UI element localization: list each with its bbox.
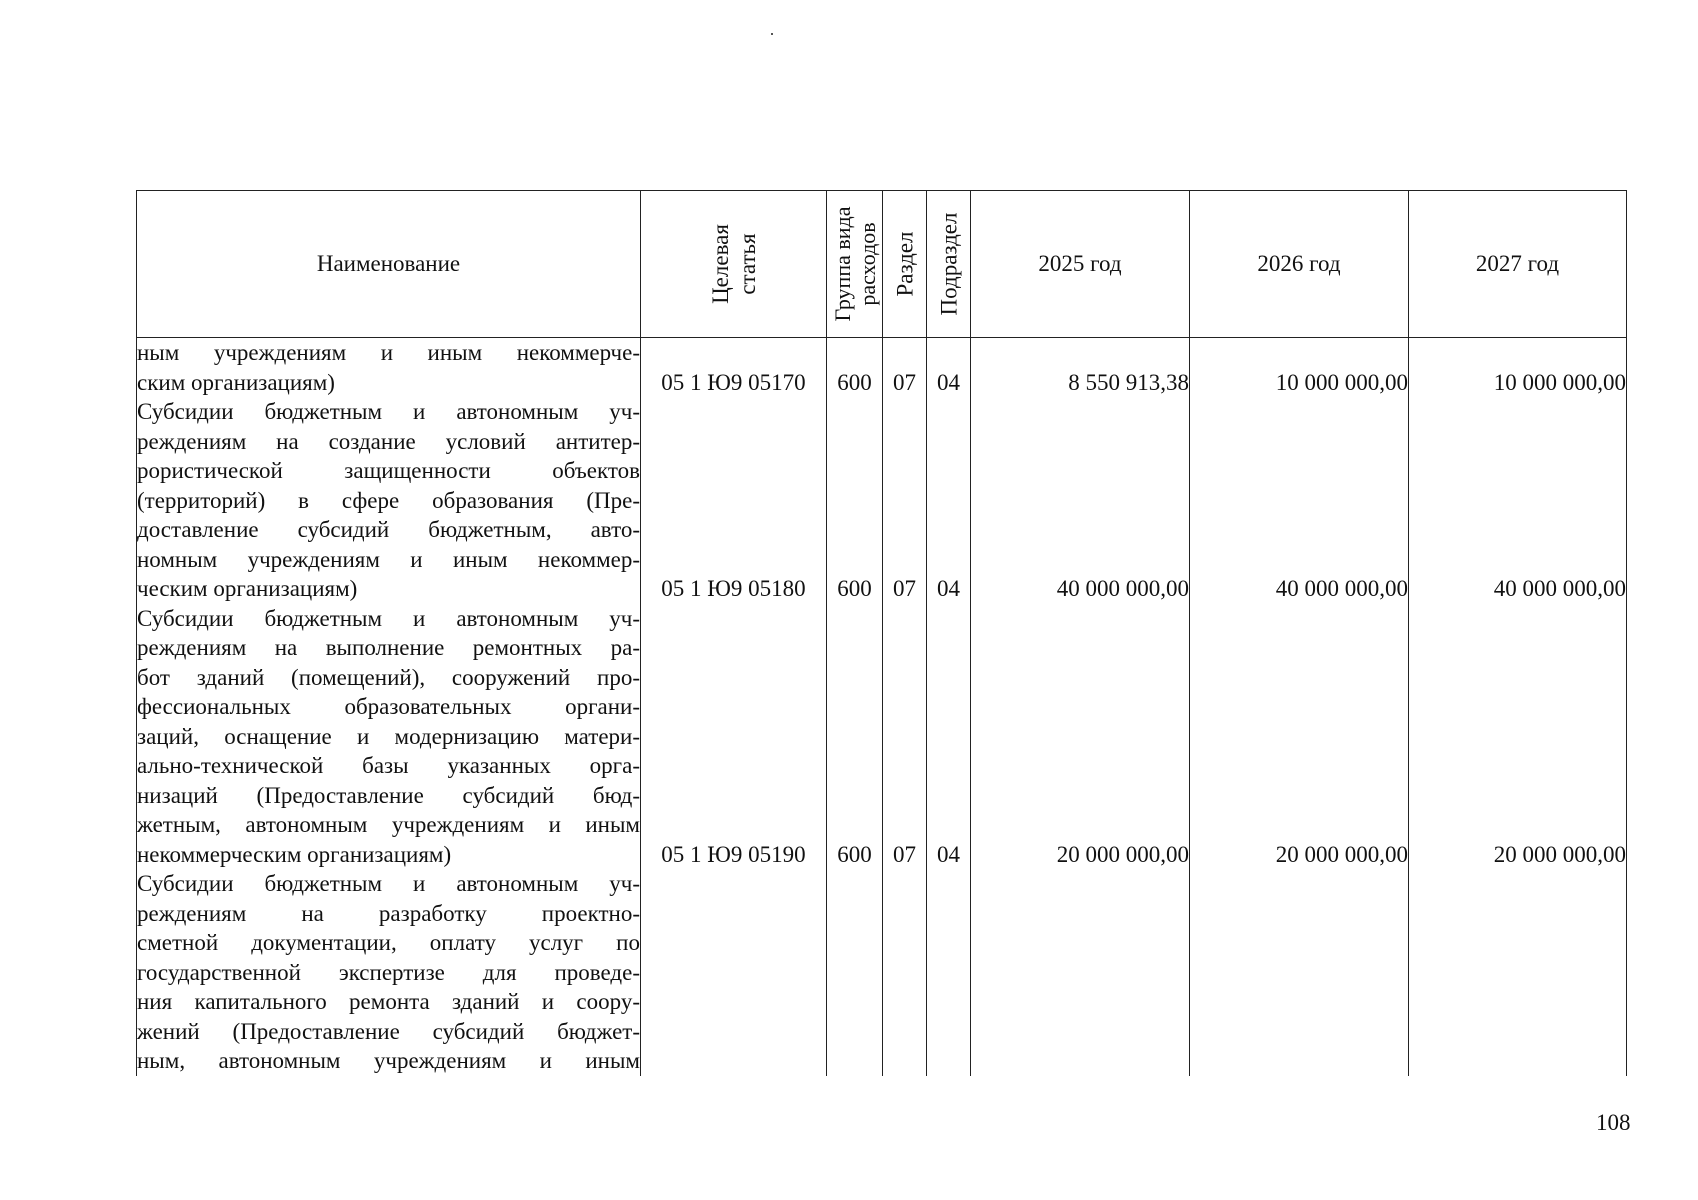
- row-subsection: 04: [927, 338, 971, 398]
- table-row: [137, 397, 1627, 604]
- row-name-line: рористической защищенности объектов: [137, 458, 640, 483]
- row-amount-2025: 8 550 913,38: [971, 338, 1190, 398]
- row-name-line: реждениям на разработку проектно-: [137, 900, 640, 926]
- row-name-line: Субсидии бюджетным и автономным уч-: [137, 399, 640, 424]
- row-target-article: [641, 869, 827, 1076]
- row-amount-2026: 10 000 000,00: [1190, 338, 1409, 398]
- row-name-line: фессиональных образовательных органи-: [137, 694, 640, 719]
- header-target-article: Целевая статья: [641, 191, 827, 338]
- table-row: [137, 338, 1627, 398]
- row-amount-2026: 20 000 000,00: [1190, 604, 1409, 870]
- row-name: [137, 604, 641, 870]
- row-subsection: 04: [927, 397, 971, 604]
- row-amount-2027: [1409, 869, 1627, 1076]
- row-name-line: реждениям на создание условий антитер-: [137, 428, 640, 454]
- row-section: 07: [883, 397, 927, 604]
- row-name-line: бот зданий (помещений), сооружений про-: [137, 664, 640, 690]
- row-name-line: низаций (Предоставление субсидий бюд-: [137, 782, 640, 808]
- row-target-article: 05 1 Ю9 05190: [641, 604, 827, 870]
- page-number: 108: [1596, 1110, 1631, 1135]
- row-amount-2025: 40 000 000,00: [971, 397, 1190, 604]
- table-row: [137, 604, 1627, 870]
- row-amount-2026: 40 000 000,00: [1190, 397, 1409, 604]
- header-section: Раздел: [883, 191, 927, 338]
- row-amount-2027: 40 000 000,00: [1409, 397, 1627, 604]
- header-year-2025: 2025 год: [971, 191, 1190, 338]
- row-name-line: доставление субсидий бюджетным, авто-: [137, 517, 640, 542]
- row-subsection: 04: [927, 604, 971, 870]
- header-subsection: Подраздел: [927, 191, 971, 338]
- row-name-line: некоммерческим организациям): [137, 841, 452, 867]
- row-name-line: ским организациям): [137, 369, 335, 395]
- row-name-line: Субсидии бюджетным и автономным уч-: [137, 871, 640, 896]
- row-name-line: реждениям на выполнение ремонтных ра-: [137, 635, 640, 660]
- row-subsection: [927, 869, 971, 1076]
- row-expense-group: 600: [827, 338, 883, 398]
- row-name-line: государственной экспертизе для проведе-: [137, 959, 640, 985]
- row-name-line: жетным, автономным учреждениям и иным: [137, 812, 640, 837]
- row-name-line: жений (Предоставление субсидий бюджет-: [137, 1018, 640, 1044]
- header-year-2026: 2026 год: [1190, 191, 1409, 338]
- budget-table: [136, 190, 1627, 1076]
- row-name: [137, 869, 641, 1076]
- header-name: Наименование: [137, 191, 641, 338]
- header-expense-group: Группа вида расходов: [827, 191, 883, 338]
- row-name-line: ческим организациям): [137, 576, 358, 601]
- row-name-line: ния капитального ремонта зданий и соору-: [137, 989, 640, 1014]
- row-name-line: номным учреждениям и иным некоммер-: [137, 546, 640, 572]
- row-amount-2027: 10 000 000,00: [1409, 338, 1627, 398]
- row-amount-2025: 20 000 000,00: [971, 604, 1190, 870]
- header-year-2027: 2027 год: [1409, 191, 1627, 338]
- row-name-line: заций, оснащение и модернизацию матери-: [137, 723, 640, 749]
- row-target-article: 05 1 Ю9 05180: [641, 397, 827, 604]
- row-section: 07: [883, 604, 927, 870]
- row-name-line: сметной документации, оплату услуг по: [137, 930, 640, 955]
- table-header-row: [137, 191, 1627, 338]
- row-name-line: Субсидии бюджетным и автономным уч-: [137, 605, 640, 631]
- row-expense-group: 600: [827, 397, 883, 604]
- row-section: 07: [883, 338, 927, 398]
- table-row: [137, 869, 1627, 1076]
- row-name-line: (территорий) в сфере образования (Пре-: [137, 487, 640, 513]
- row-name-line: ально-технической базы указанных орга-: [137, 753, 640, 778]
- table-body: [137, 338, 1627, 1076]
- row-amount-2027: 20 000 000,00: [1409, 604, 1627, 870]
- row-section: [883, 869, 927, 1076]
- row-name-line: ным, автономным учреждениям и иным: [137, 1048, 640, 1073]
- row-expense-group: [827, 869, 883, 1076]
- row-name-line: ным учреждениям и иным некоммерче-: [137, 340, 640, 365]
- row-amount-2026: [1190, 869, 1409, 1076]
- row-name: [137, 338, 641, 398]
- scan-speck: [771, 33, 773, 35]
- row-amount-2025: [971, 869, 1190, 1076]
- row-expense-group: 600: [827, 604, 883, 870]
- row-target-article: 05 1 Ю9 05170: [641, 338, 827, 398]
- row-name: [137, 397, 641, 604]
